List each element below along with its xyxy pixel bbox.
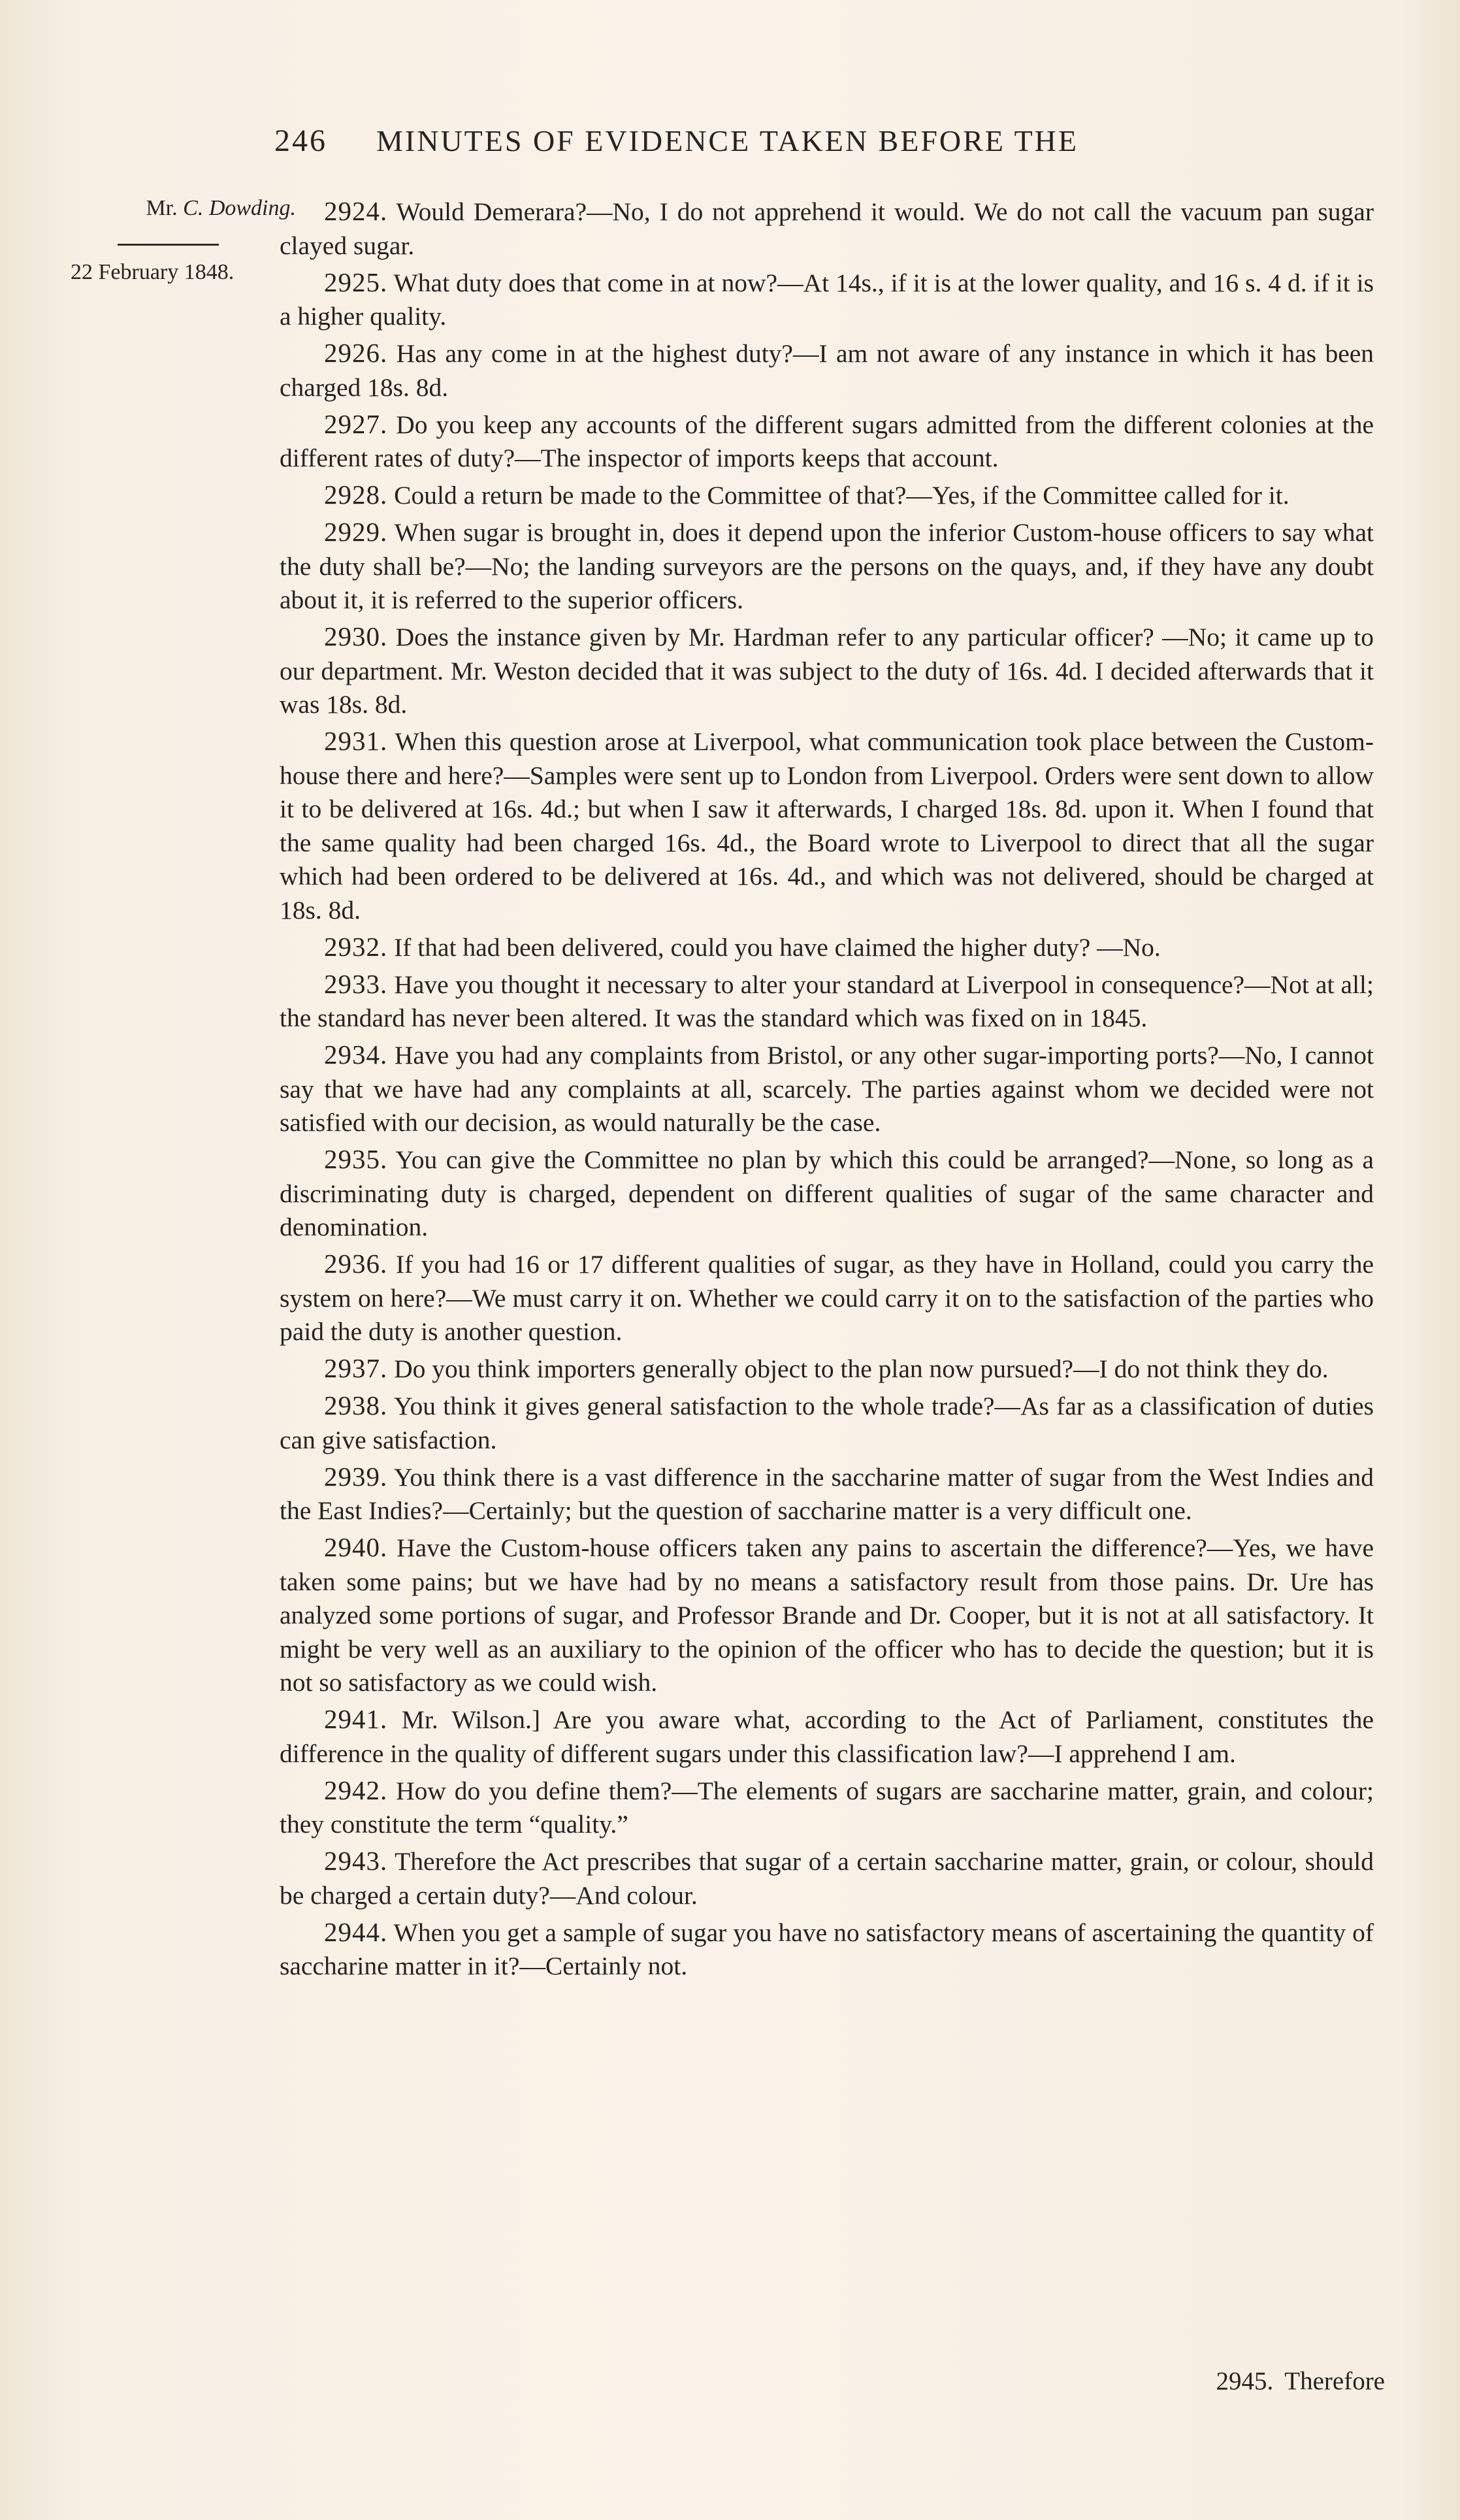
margin-witness-name	[71, 196, 296, 221]
question-text: You can give the Committee no plan by which this could be arranged?—None, so long as a discriminating duty is charged, dependent on different qualities of sugar of the same character and denomination.	[280, 1145, 1374, 1241]
question-number: 2936.	[324, 1249, 388, 1279]
question-text: Have you thought it necessary to alter your standard at Liverpool in consequence?—Not at all; the standard has never been altered. It was the standard which was fixed on in 1845.	[280, 970, 1374, 1032]
question-number: 2924.	[324, 196, 388, 226]
question-number: 2942.	[324, 1775, 388, 1805]
question-number: 2944.	[324, 1916, 388, 1947]
question-text: If that had been delivered, could you have claimed the higher duty? —No.	[394, 932, 1161, 962]
question-paragraph	[280, 1038, 1374, 1140]
question-text: Have the Custom-house officers taken any pains to ascertain the difference?—Yes, we have taken some pains; but we have had by no means a satisfactory result from those pains. Dr. Ure has analyzed some portions of sugar, and Professor Brande and Dr. Cooper, but it is not at all satisfactory. It might be very well as an auxiliary to the opinion of the officer who has to decide the question; but it is not so satisfactory as we could wish.	[280, 1533, 1374, 1697]
question-text: If you had 16 or 17 different qualities of sugar, as they have in Holland, could you carry the system on here?—We must carry it on. Whether we could carry it on to the satisfaction of the parties who paid the duty is another question.	[280, 1250, 1374, 1346]
question-number: 2925.	[324, 267, 388, 297]
margin-date: 22 February 1848.	[71, 260, 235, 284]
question-number: 2937.	[324, 1353, 388, 1383]
question-number: 2940.	[324, 1532, 388, 1562]
question-text: Therefore the Act prescribes that sugar of a certain saccharine matter, grain, or colour, should be charged a certain duty?—And colour.	[280, 1847, 1374, 1910]
question-text: Have you had any complaints from Bristol, or any other sugar-importing ports?—No, I cannot say that we have had any complaints at all, scarcely. The parties against whom we decided were not satisfied with our decision, as would naturally be the case.	[280, 1041, 1374, 1137]
question-text: Do you think importers generally object to the plan now pursued?—I do not think they do.	[394, 1354, 1329, 1383]
question-text: When sugar is brought in, does it depend upon the inferior Custom-house officers to say what the duty shall be?—No; the landing surveyors are the persons on the quays, and, if they have any doubt about it, it is referred to the superior officers.	[280, 518, 1374, 614]
page-header	[274, 123, 1385, 169]
question-paragraph	[280, 1352, 1374, 1386]
question-number: 2939.	[324, 1461, 388, 1492]
question-text: Could a return be made to the Committee of that?—Yes, if the Committee called for it.	[394, 481, 1290, 510]
evidence-body	[280, 195, 1374, 1986]
question-number: 2938.	[324, 1390, 388, 1420]
witness-name: C. Dowding.	[183, 196, 296, 220]
page-number: 246	[274, 123, 327, 158]
question-text: Do you keep any accounts of the different sugars admitted from the different colonies at the different rates of duty?—The inspector of imports keeps that account.	[280, 410, 1374, 472]
catchword	[1216, 2366, 1385, 2396]
witness-prefix: Mr.	[146, 196, 178, 220]
question-paragraph	[280, 1844, 1374, 1912]
question-number: 2927.	[324, 408, 388, 439]
question-paragraph	[280, 336, 1374, 404]
question-paragraph	[280, 195, 1374, 263]
margin-rule-divider	[118, 244, 219, 246]
question-number: 2926.	[324, 338, 388, 368]
question-paragraph	[280, 1774, 1374, 1842]
question-paragraph	[280, 725, 1374, 927]
question-paragraph	[280, 478, 1374, 513]
question-text: Does the instance given by Mr. Hardman refer to any particular officer? —No; it came up to our department. Mr. Weston decided that it was subject to the duty of 16s. 4d. I decided afterwards that it was 18s. 8d.	[280, 623, 1374, 719]
question-paragraph	[280, 1460, 1374, 1528]
question-text: How do you define them?—The elements of sugars are saccharine matter, grain, and colour; they constitute the term “quality.”	[280, 1776, 1374, 1839]
running-title: MINUTES OF EVIDENCE TAKEN BEFORE THE	[376, 124, 1079, 157]
question-number: 2933.	[324, 968, 388, 999]
question-number: 2941.	[324, 1704, 388, 1734]
question-text: When you get a sample of sugar you have no satisfactory means of ascertaining the quantity of saccharine matter in it?—Certainly not.	[280, 1918, 1374, 1980]
question-text: When this question arose at Liverpool, what communication took place between the Custom-house there and here?—Samples were sent up to London from Liverpool. Orders were sent down to allow it to be delivered at 16s. 4d.; but when I saw it afterwards, I charged 18s. 8d. upon it. When I found that the same quality had been charged 16s. 4d., the Board wrote to Liverpool to direct that all the sugar which had been ordered to be delivered at 16s. 4d., and which was not delivered, should be charged at 18s. 8d.	[280, 727, 1374, 925]
question-text: Would Demerara?—No, I do not apprehend it would. We do not call the vacuum pan sugar clayed sugar.	[280, 197, 1374, 260]
question-text: You think there is a vast difference in the saccharine matter of sugar from the West Indies and the East Indies?—Certainly; but the question of saccharine matter is a very difficult one.	[280, 1462, 1374, 1525]
question-number: 2928.	[324, 480, 388, 510]
question-paragraph	[280, 1916, 1374, 1984]
question-paragraph	[280, 515, 1374, 617]
question-paragraph	[280, 1247, 1374, 1349]
question-text: You think it gives general satisfaction to the whole trade?—As far as a classification of duties can give satisfaction.	[280, 1392, 1374, 1454]
question-number: 2934.	[324, 1039, 388, 1070]
question-paragraph	[280, 1703, 1374, 1771]
question-paragraph	[280, 408, 1374, 476]
question-number: 2943.	[324, 1846, 388, 1876]
question-paragraph	[280, 930, 1374, 965]
question-paragraph	[280, 968, 1374, 1036]
question-number: 2931.	[324, 726, 388, 756]
question-number: 2929.	[324, 517, 388, 547]
question-paragraph	[280, 1389, 1374, 1457]
question-paragraph	[280, 1143, 1374, 1245]
catchword-word: Therefore	[1284, 2367, 1385, 2395]
question-number: 2930.	[324, 621, 388, 651]
catchword-number: 2945.	[1216, 2367, 1274, 2395]
question-paragraph	[280, 266, 1374, 334]
question-number: 2935.	[324, 1144, 388, 1174]
question-number: 2932.	[324, 931, 388, 962]
question-paragraph	[280, 1531, 1374, 1700]
question-text: Has any come in at the highest duty?—I am not aware of any instance in which it has been charged 18s. 8d.	[280, 339, 1374, 402]
question-text: What duty does that come in at now?—At 14s., if it is at the lower quality, and 16 s. 4 d. if it is a higher quality.	[280, 268, 1374, 331]
question-paragraph	[280, 620, 1374, 722]
question-text: Mr. Wilson.] Are you aware what, according to the Act of Parliament, constitutes the difference in the quality of different sugars under this classification law?—I apprehend I am.	[280, 1705, 1374, 1768]
